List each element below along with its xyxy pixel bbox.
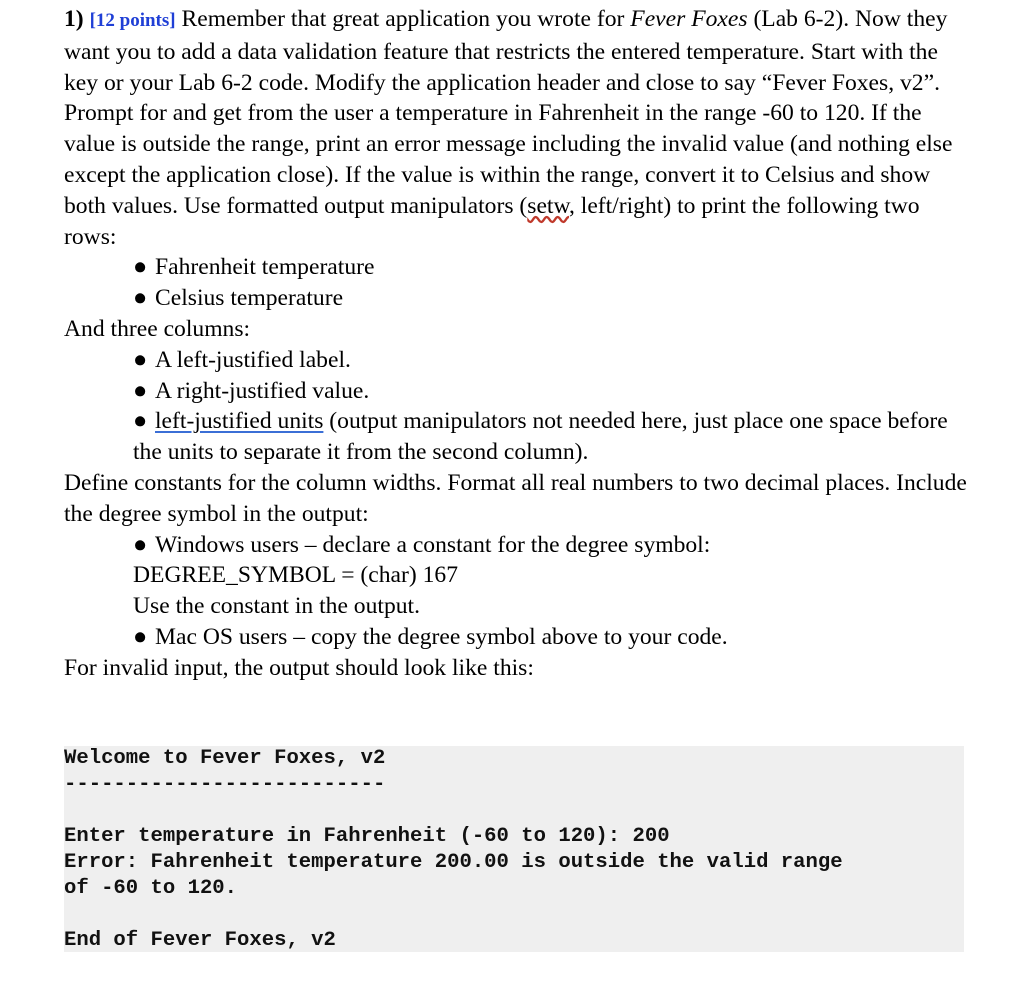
mac-text: Mac OS users – copy the degree symbol above to your code.	[155, 623, 728, 650]
bullet-icon: ●	[133, 346, 148, 373]
assignment-document	[64, 4, 969, 684]
console-prompt: Enter temperature in Fahrenheit (-60 to 120): 200	[64, 825, 670, 848]
console-header: Welcome to Fever Foxes, v2	[64, 747, 386, 770]
windows-use: Use the constant in the output.	[133, 593, 421, 620]
console-footer: End of Fever Foxes, v2	[64, 929, 336, 952]
console-error-line-1: Error: Fahrenheit temperature 200.00 is outside the valid range	[64, 851, 843, 874]
row-bullet-2	[64, 283, 969, 314]
constants-paragraph: Define constants for the column widths. Format all real numbers to two decimal places. Include the degree symbol in the output:	[64, 469, 967, 527]
column-text: (output manipulators not needed here, just place one space before the units to separate it from the second column).	[133, 408, 948, 466]
points-label: [12 points]	[89, 10, 176, 31]
windows-code: DEGREE_SYMBOL = (char) 167	[133, 562, 459, 589]
column-bullet-3	[64, 406, 969, 468]
column-text: A left-justified label.	[155, 346, 351, 373]
column-bullet-1	[64, 345, 969, 376]
row-bullet-1	[64, 252, 969, 283]
bullet-icon: ●	[133, 285, 148, 312]
intro-text-a: Remember that great application you wrote for	[175, 6, 631, 32]
units-underlined: left-justified units	[155, 408, 324, 435]
intro-text-b: (Lab 6-2). Now they want you to add a data validation feature that restricts the entered temperature. Start with the key or your Lab 6-2 code. Modify the application header and close to say “Fever Foxes, v2”. Prompt for and get from the user a temperature in Fahrenheit in the range -60 to 120. If the value is outside the range, print an error message including the invalid value (and nothing else except the application close). If the value is within the range, convert it to Celsius and show both values. Use formatted output manipulators (	[64, 6, 953, 219]
invalid-intro: For invalid input, the output should look like this:	[64, 654, 534, 681]
column-text: A right-justified value.	[155, 377, 370, 404]
question-paragraph	[64, 4, 969, 252]
bullet-icon: ●	[133, 623, 148, 650]
bullet-icon: ●	[133, 408, 148, 435]
row-text: Celsius temperature	[155, 285, 344, 312]
bullet-icon: ●	[133, 254, 148, 281]
columns-intro: And three columns:	[64, 315, 251, 342]
console-output	[64, 746, 964, 952]
column-bullet-2	[64, 376, 969, 407]
row-text: Fahrenheit temperature	[155, 254, 375, 281]
windows-text: Windows users – declare a constant for the degree symbol:	[155, 531, 711, 558]
bullet-icon: ●	[133, 531, 148, 558]
intro-text-c: , left/right) to print the following two rows:	[64, 192, 920, 250]
console-rule: --------------------------	[64, 773, 386, 796]
app-name: Fever Foxes	[630, 6, 748, 32]
question-number: 1)	[64, 6, 84, 32]
bullet-icon: ●	[133, 377, 148, 404]
windows-bullet	[64, 530, 969, 561]
console-error-line-2: of -60 to 120.	[64, 877, 238, 900]
setw-word: setw	[527, 192, 569, 219]
mac-bullet	[64, 622, 969, 653]
